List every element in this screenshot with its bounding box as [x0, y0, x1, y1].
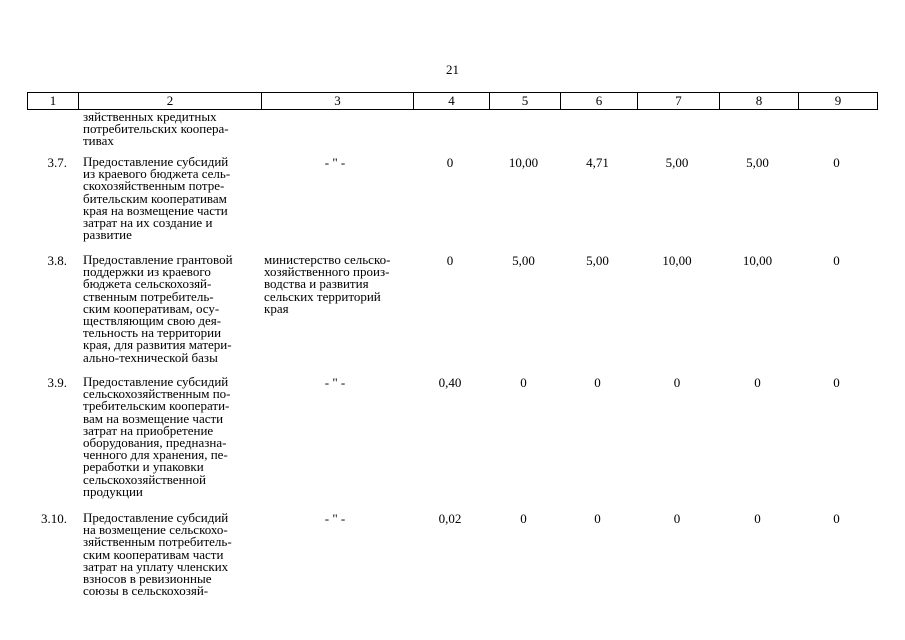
header-col-8: 8 — [719, 93, 798, 109]
row-value-col6: 0 — [594, 375, 601, 390]
header-col-7: 7 — [637, 93, 719, 109]
row-number: 3.10. — [41, 511, 67, 526]
page-number: 21 — [446, 62, 459, 77]
row-executor: министерство сельско- хозяйственного произ- водства и развития сельских территорий края — [264, 252, 391, 316]
row-description: Предоставление грантовой поддержки из краевого бюджета сельскохозяй- ственным потребитель- ским кооперативам, осу- ществляющим свою дея- тельность на территории края, для развития матери- ально-технической базы — [83, 252, 233, 365]
row-value-col4: 0,40 — [438, 375, 462, 390]
row-value-col7: 0 — [673, 511, 681, 526]
row-value-col8: 0 — [754, 375, 761, 390]
row-value-col9: 0 — [833, 375, 840, 390]
continuation-text: зяйственных кредитных потребительских коопера- тивах — [83, 109, 229, 149]
row-value-col5: 0 — [520, 375, 527, 390]
row-value-col6: 5,00 — [586, 253, 609, 268]
row-value-col5: 0 — [520, 511, 527, 526]
row-value-col6: 4,71 — [586, 155, 609, 170]
row-value-col7: 5,00 — [665, 155, 689, 170]
header-col-2: 2 — [78, 93, 261, 109]
row-executor: - " - — [324, 511, 346, 526]
row-value-col8: 5,00 — [746, 155, 769, 170]
row-executor: - " - — [324, 155, 346, 170]
row-description: Предоставление субсидий сельскохозяйственным по- требительским кооперати- вам на возмещение части затрат на приобретение оборудования, предназна- ченного для хранения, пе- реработки и упаковки сельскохозяйственной продукции — [83, 374, 231, 499]
row-number: 3.7. — [47, 155, 67, 170]
header-col-3: 3 — [261, 93, 413, 109]
row-value-col7: 10,00 — [662, 253, 692, 268]
header-col-1: 1 — [49, 93, 57, 108]
row-value-col4: 0 — [446, 155, 454, 170]
row-value-col5: 5,00 — [512, 253, 535, 268]
row-value-col5: 10,00 — [508, 155, 539, 170]
row-number: 3.8. — [47, 253, 67, 268]
header-col-4: 4 — [413, 93, 489, 109]
row-value-col4: 0,02 — [438, 511, 462, 526]
row-description: Предоставление субсидий на возмещение сельскохо- зяйственным потребитель- ским кооперативам части затрат на уплату членских взносов в ревизионные союзы в сельскохозяй- — [83, 510, 232, 599]
header-col-5: 5 — [489, 93, 560, 109]
header-col-6: 6 — [560, 93, 637, 109]
header-col-9: 9 — [798, 93, 877, 109]
row-value-col8: 0 — [754, 511, 761, 526]
row-value-col8: 10,00 — [742, 253, 773, 268]
row-executor: - " - — [324, 375, 346, 390]
row-number: 3.9. — [47, 375, 67, 390]
row-value-col6: 0 — [594, 511, 601, 526]
row-value-col4: 0 — [446, 253, 454, 268]
row-description: Предоставление субсидий из краевого бюджета сель- скохозяйственным потре- бительским кооперативам края на возмещение части затрат на их создание и развитие — [83, 154, 231, 243]
row-value-col9: 0 — [833, 253, 840, 268]
table-header-row — [27, 92, 878, 110]
row-value-col9: 0 — [833, 511, 840, 526]
row-value-col9: 0 — [833, 155, 840, 170]
row-value-col7: 0 — [673, 375, 681, 390]
